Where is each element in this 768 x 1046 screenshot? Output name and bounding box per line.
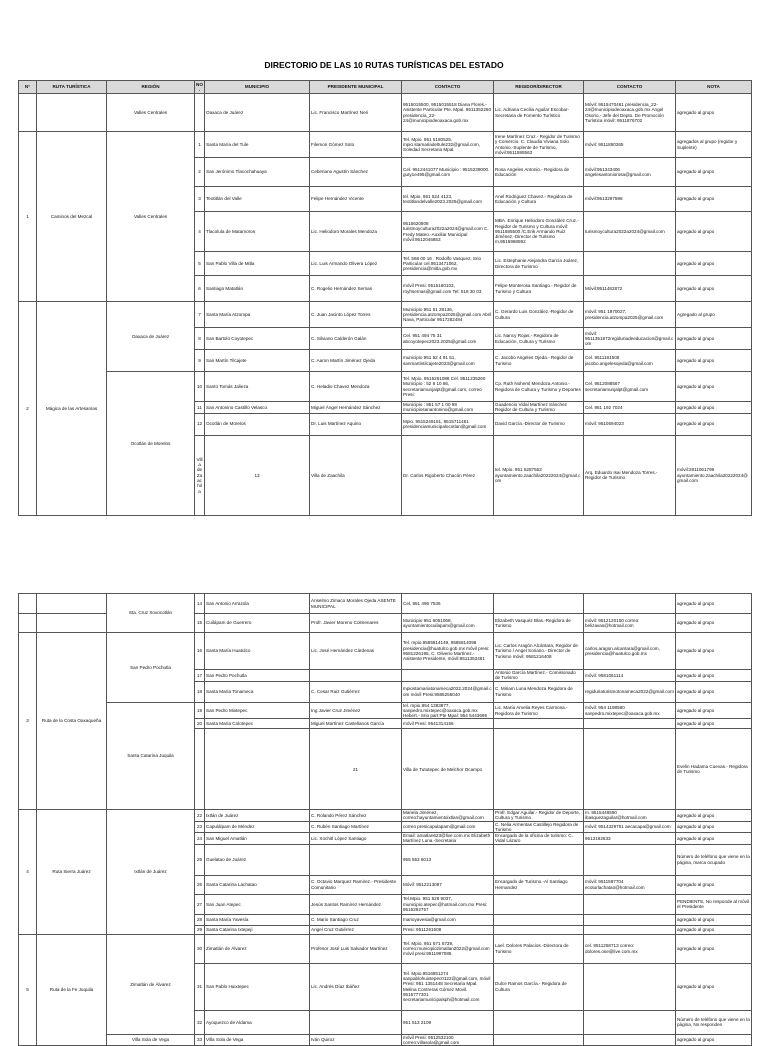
councilor-cell: Antonio García Martínez.- Comisionado de Turismo [494, 670, 584, 682]
contact-cell: mpiostamariatonameca2022.2024@gmail.com móvil Presi:9585256040 [402, 681, 494, 702]
table-row [19, 633, 752, 670]
councilor-cell: C. Nelia Armentas Castillejo Regidora de Turismo [494, 821, 584, 833]
councilor-contact-cell: móvil: 9581061114 [584, 670, 676, 682]
councilor-contact-cell [584, 925, 676, 934]
municipality-cell: Villa Sola de Vega [205, 1034, 310, 1046]
municipality-cell: San Pablo Huixtepec [205, 963, 310, 1010]
contact-cell: correo presicapulapam@gmail.com [402, 821, 494, 833]
note-cell: agregado al grupo [676, 702, 752, 719]
councilor-cell: C. Miriam Luna Mendoza Regidora de Turismo [494, 681, 584, 702]
councilor-contact-cell: móvil: 951 1970027, presidencia.atzompa2025@gmail.com [584, 302, 676, 328]
region-cell: Oaxaca de Juárez [107, 302, 195, 372]
header-region: REGIÓN [107, 81, 195, 94]
councilor-contact-cell [584, 1034, 676, 1046]
councilor-cell: Elizabeth Vasquéz Blas.-Regidora de Turismo [494, 614, 584, 633]
note-cell: agregado al grupo [676, 372, 752, 402]
municipality-cell: San Jerónimo Tlacochahuaya [205, 158, 310, 187]
councilor-contact-cell [584, 844, 676, 875]
municipality-cell: Ayoquezco de Aldama [205, 1010, 310, 1034]
councilor-cell: Irene Martínez Cruz.- Regidor de Turismo y Comercio. C. Claudia Viviana Solo Antonio.-Suplente de Turismo, móvil:9511595563 [494, 132, 584, 158]
contact-cell: marioyavesia@gmail.com [402, 914, 494, 925]
row-no: 5 [195, 252, 205, 276]
route-name: Ruta Sierra Juárez [37, 809, 107, 934]
councilor-contact-cell: 9513162633 [584, 833, 676, 845]
contact-cell: 951 513 2109 [402, 1010, 494, 1034]
row-no: 12 [195, 413, 205, 435]
councilor-cell [494, 1010, 584, 1034]
councilor-cell [494, 1034, 584, 1046]
table-row [19, 702, 752, 719]
municipality-cell: San Antonino Castillo Velasco [205, 402, 310, 414]
page-title: DIRECTORIO DE LAS 10 RUTAS TURÍSTICAS DEL ESTADO [264, 60, 504, 70]
contact-cell: móvil Presi: 9512532100 correo:villasola@gmail.com [402, 1034, 494, 1046]
municipality-cell: Zimatlán de Álvarez [205, 934, 310, 963]
row-no: 6 [195, 276, 205, 302]
councilor-contact-cell [584, 594, 676, 614]
contact-cell: Tel. Mpio. 9515261088 Cel. 9511235260 Municipio : 52 8 10 86, secretariamunjalpt@gmail.com, correo Presi: [402, 372, 494, 402]
contact-cell: tel. mpio.954 1383877, sanpedro.mixtepec@oaxaca.gob.mx Hebert.- Srio part Pte Mpal: 954 5443695 [402, 702, 494, 719]
municipality-cell: Santa Catarina Ixtepeji [205, 925, 310, 934]
municipality-cell: Santa María del Tule [205, 132, 310, 158]
row-no: 1 [195, 132, 205, 158]
contact-cell: Tel. 568 00 16 . Rodolfo Vasquez, Srio Particular cel.9513471062, presidencia@mitla.gob.mx [402, 252, 494, 276]
note-cell: agregados al grupo (regidor y Suplente) [676, 132, 752, 158]
row-no: 32 [195, 1010, 205, 1034]
region-cell: Villa Sola de Vega [107, 1034, 195, 1046]
municipality-cell: Santa María Atzompa [205, 302, 310, 328]
councilor-contact-cell: móvil: 9510594023 [584, 413, 676, 435]
note-cell: agregado al grupo [676, 187, 752, 212]
contact-cell: Tel. Mpio. 951 5180525, mpio.stamariadeltule232@gmail.com, Soledad Secretaria Mpal. [402, 132, 494, 158]
president-cell: Iván Quiroz [310, 1034, 402, 1046]
councilor-cell: Lic. Estephanie Alejandra García Juárez, Directora de Turismo [494, 252, 584, 276]
route-name: Ruta de la Costa Oaxaqueña [37, 633, 107, 810]
president-cell: C. Mario Santiago Cruz [310, 914, 402, 925]
row-no: 33 [195, 1034, 205, 1046]
region-cell: Sta. Cruz Xoxocotlán [107, 594, 195, 633]
councilor-contact-cell: móvil:2811061799 ayuntamiento.zaachila20222024@gmail.com [676, 435, 752, 515]
president-cell: Lic. Xochitl López Santiago [310, 833, 402, 845]
row-no: 31 [195, 963, 205, 1010]
contact-cell: Tel.Mpio. 951 526 9037, municipio.atepec@hotmail.com.mx Presi: 9515292757 [402, 894, 494, 914]
contact-cell: móvil Presi: 9541314156 [402, 719, 494, 729]
note-cell: agregado al grupo [676, 963, 752, 1010]
president-cell: C. Octavio Marquez Ramirez.- Presidente Comunitario [310, 875, 402, 894]
president-cell: Dr. Luis Martínez Aquino [310, 413, 402, 435]
councilor-cell [494, 844, 584, 875]
president-cell: Lic. Luis Armando Olivera López [310, 252, 402, 276]
route-name: Ruta de la Fe Juquila [37, 934, 107, 1046]
councilor-contact-cell: turismoycultura2022a2024@gmail.com [584, 212, 676, 252]
president-cell: Lic. Heliodoro Morales Mendoza [310, 212, 402, 252]
president-cell: Ing Javier Cruz Jiménez [310, 702, 402, 719]
row-no: 20 [195, 719, 205, 729]
councilor-cell: Lic. Adriana Cecilia Aguilar Escobar- Secretaria de Fomento Turístico [494, 94, 584, 132]
row-no: 10 [195, 372, 205, 402]
councilor-cell: Arq. Eduardo Isai Mendoza Torres.- Regidor de Turismo [584, 435, 676, 515]
row-no: 13 [205, 435, 310, 515]
president-cell [494, 729, 584, 809]
municipality-cell: Santa Catarina Lachatao [205, 875, 310, 894]
directory-table-page-2 [18, 593, 752, 1046]
table-header-row [19, 81, 752, 94]
row-no: 24 [195, 833, 205, 845]
councilor-contact-cell: Cel. 951 192 7024 [584, 402, 676, 414]
councilor-contact-cell: móvil: 9511850265 [584, 132, 676, 158]
councilor-contact-cell: móvil:951343406 angelesantoniorosa@gmail.com [584, 158, 676, 187]
contact-cell: tel. Mpio. 951 5287553 ayuntamiento.zaachila20222024@gmail.com [494, 435, 584, 515]
councilor-contact-cell [584, 1010, 676, 1034]
councilor-cell [494, 925, 584, 934]
contact-cell: 9515015500, 9515015518 Diana Flores.-Asistente Particular Pte. Mpal. 9511352260 presidencia_22-24@municipiodeoaxaca.gob.mx [402, 94, 494, 132]
region-cell: Valles Centrales [107, 94, 195, 132]
municipality-cell: Villa de Zaachila [310, 435, 402, 515]
note-cell: agregado al grupo [676, 614, 752, 633]
contact-cell: Cel. 951 494 75 31 abcoyotepec2023.2025@gmail.com [402, 328, 494, 350]
note-cell: agregado al grupo [676, 719, 752, 729]
president-cell: Miguel Martínez Castellanos García [310, 719, 402, 729]
municipality-cell: Tlacolula de Matamoros [205, 212, 310, 252]
row-no: 17 [195, 670, 205, 682]
councilor-cell [494, 719, 584, 729]
president-cell [310, 1010, 402, 1034]
row-no: 26 [195, 875, 205, 894]
contact-cell: Mpio. 9515249151, 9515711461 presidenciamunicipalocotlan@gmail.com [402, 413, 494, 435]
row-no: 19 [195, 702, 205, 719]
note-cell: Número de teléfono que viene en la página, marca ocupado [676, 844, 752, 875]
row-no: 9 [195, 350, 205, 372]
contact-cell [402, 670, 494, 682]
councilor-contact-cell: móvil: 954 1198580 sanpedro.mixtepec@oaxaca.gob.mx [584, 702, 676, 719]
municipality-cell: San Pablo Villa de Mitla [205, 252, 310, 276]
municipality-cell: Santa María Huatulco [205, 633, 310, 670]
row-no: 27 [195, 894, 205, 914]
note-cell: Agregado al grupo [676, 302, 752, 328]
municipality-cell: San Bartolo Coyotepec [205, 328, 310, 350]
row-no: 21 [310, 729, 402, 809]
president-cell: C. Rubén Santiago Martínez [310, 821, 402, 833]
note-cell: agregado al grupo [676, 681, 752, 702]
contact-cell: 9515620808 turismoycultura2022a2024@gmail.com C. Fredy Mateo.-Auxiliar Municipal móvil:9512046853 [402, 212, 494, 252]
route-number: 3 [19, 633, 37, 810]
row-no: 8 [195, 328, 205, 350]
region-cell: Santa Catarina Juquila [107, 702, 195, 809]
councilor-cell: Lael. Dolores Palacios.-Directora de Turismo [494, 934, 584, 963]
note-cell: agregado al grupo [676, 670, 752, 682]
header-note: NOTA [676, 81, 752, 94]
row-no: 11 [195, 402, 205, 414]
contact-cell: Municipio 951 6051068, ayuntamientocuilapam@gmail.com [402, 614, 494, 633]
row-no: 29 [195, 925, 205, 934]
municipality-cell: Capulálpam de Méndez [205, 821, 310, 833]
councilor-cell: Lic. Nancy Rojas.- Regidora de Educación, Cultura y Turismo [494, 328, 584, 350]
note-cell: agregado al grupo [676, 158, 752, 187]
president-cell: C. Cesar Ruiz Gutiérrez [310, 681, 402, 702]
contact-cell: Email: amatlan623@live.com.mx Elizabeth Martínez Luna.-Secretaria [402, 833, 494, 845]
note-cell: agregado al grupo [676, 252, 752, 276]
row-no: 22 [195, 809, 205, 821]
councilor-contact-cell [584, 252, 676, 276]
municipality-cell: Santa María Yavesía [205, 914, 310, 925]
municipality-cell: Ixtlán de Juárez [205, 809, 310, 821]
route-number: 5 [19, 934, 37, 1046]
councilor-cell: Profr. Edgar Aguilar.- Regidor de Deporte, Cultura y Turismo [494, 809, 584, 821]
councilor-cell [494, 894, 584, 914]
row-no: 3 [195, 187, 205, 212]
table-row [19, 809, 752, 821]
row-no: 7 [195, 302, 205, 328]
row-no: 28 [195, 914, 205, 925]
municipality-cell: San Antonio Arrazola [205, 594, 310, 614]
councilor-cell: Lic. María Amelia Reyes Carmona.- Regidora de Turismo [494, 702, 584, 719]
councilor-contact-cell: Cel. 9512088567 secretariamunjalpt@gmail.com [584, 372, 676, 402]
councilor-cell: Anel Rodriguez Chavez.- Regidora de Educación y Cultura [494, 187, 584, 212]
municipality-cell: San Pedro Pochutla [205, 670, 310, 682]
municipality-cell: Guelatao de Juárez [205, 844, 310, 875]
row-no: 16 [195, 633, 205, 670]
councilor-contact-cell: móvil: 9512120100 correo: belizavas@hotmail.com [584, 614, 676, 633]
note-cell: agregado al grupo [676, 925, 752, 934]
row-no: 14 [195, 594, 205, 614]
table-row [19, 1034, 752, 1046]
table-row [19, 934, 752, 963]
note-cell: agregado al grupo [676, 914, 752, 925]
contact-cell: Cel. 9512441077 Municipio : 9515239000. guty1e495@gmail.com [402, 158, 494, 187]
contact-cell: Cel. 951 496 7536 [402, 594, 494, 614]
row-no: 4 [195, 212, 205, 252]
president-cell: Profr. Javier Moreno Colmenares [310, 614, 402, 633]
municipality-cell: San Juan Atepec [205, 894, 310, 914]
councilor-cell: C. Gerardo Luis González.-Regidor de Cultura [494, 302, 584, 328]
president-cell: Angel Cruz Gutiérrez [310, 925, 402, 934]
president-cell: Lic. Francisco Martínez Neri [310, 94, 402, 132]
councilor-contact-cell [584, 963, 676, 1010]
region-cell: Villa de Zaachila [195, 435, 205, 515]
councilor-cell: Lic. Carlos Aragón Alcántara, Regidor de Turismo / Angel Soriano.- Director de Turismo móvil: 9581216408 [494, 633, 584, 670]
region-cell: Ocotlán de Morelos [107, 372, 195, 516]
municipality-cell: Villa de Tututepec de Melchor Ocampo [402, 729, 494, 809]
note-cell: agregado al grupo [676, 934, 752, 963]
councilor-contact-cell: Móvil:9511482872 [584, 276, 676, 302]
municipality-cell: Santa María Tonameca [205, 681, 310, 702]
councilor-cell: MBA. Enrique Heliodoro González Cruz.- Regidor de Turismo y Cultura móvil: 9511685500 /C.Erik Armando Ruiz Jiménez.-Director de Turismo m.9515968592 [494, 212, 584, 252]
municipality-cell: Oaxaca de Juárez [205, 94, 310, 132]
councilor-cell: Evelin Hadama Cuevas.- Regidora de Turismo [676, 729, 752, 809]
table-row [19, 94, 752, 132]
route-number: 1 [19, 132, 37, 302]
note-cell: agregado al grupo [676, 350, 752, 372]
councilor-cell [494, 914, 584, 925]
note-cell: agregado al grupo [676, 212, 752, 252]
president-cell: Profesor José Luis Salvador Martínez [310, 934, 402, 963]
contact-cell: móvil Presi: 9515160103, royhsernas@gmail.com Tel: 518 30 03 [402, 276, 494, 302]
councilor-cell: Dulce Ramos García.- Regidora de Cultura [494, 963, 584, 1010]
councilor-contact-cell: cel. 9511258713 correo: dolores.ose@live.com.mx [584, 934, 676, 963]
councilor-contact-cell: regiduriaturismotonameca2022@gmail.com [584, 681, 676, 702]
contact-cell: 955 553 6013 [402, 844, 494, 875]
president-cell: C. Heladio Chavez Mendoza [310, 372, 402, 402]
contact-cell: Presi: 9511261508 [402, 925, 494, 934]
municipality-cell: Santa María Colotepec [205, 719, 310, 729]
region-cell: San Pedro Pochutla [107, 633, 195, 703]
contact-cell: tel. Mpio. 951 524 4123, teotitlandelvalle2023.2025@gmail.com [402, 187, 494, 212]
row-no: 23 [195, 821, 205, 833]
contact-cell: Manela Jiménez, correo:hayuntamientoixtlan@gmail.com [402, 809, 494, 821]
councilor-contact-cell: Cel. 9511181508 jacobo.angelesojeda@gmail.com [584, 350, 676, 372]
councilor-contact-cell: móvil:9513297598 [584, 187, 676, 212]
note-cell: agregado al grupo [676, 633, 752, 670]
president-cell [310, 670, 402, 682]
note-cell: agregado al grupo [676, 328, 752, 350]
note-cell: agregado al grupo [676, 833, 752, 845]
header-president: PRESIDENTE MUNICIPAL [310, 81, 402, 94]
president-cell: Felipe Hernández Vicente [310, 187, 402, 212]
route-name: Mágica de las Artesanías [37, 302, 107, 516]
municipality-cell: San Martín Tilcajete [205, 350, 310, 372]
note-cell: agregado al grupo [676, 1034, 752, 1046]
president-cell: Lic. Andrés Díaz Ibáñez [310, 963, 402, 1010]
directory-table-page-1 [18, 80, 752, 516]
region-cell: Zimatlán de Álvarez [107, 934, 195, 1034]
president-cell: Filemon Gómez Soto [310, 132, 402, 158]
president-cell: C. Rogelio Hernández Sernas [310, 276, 402, 302]
note-cell: agregado al grupo [676, 413, 752, 435]
note-cell: agregado al grupo [676, 594, 752, 614]
header-councilor: REGIDOR/DIRECTOR [494, 81, 584, 94]
councilor-cell: Encargado de la oficina de turismo: C. Vidal Lázaro [494, 833, 584, 845]
councilor-cell: Cp. Ruth Noheml Mendoza Antonio.- Regidora de Cultura y Turismo y Deportes [494, 372, 584, 402]
contact-cell [584, 729, 676, 809]
header-contact-2: CONTACTO [584, 81, 676, 94]
note-cell: agregado al grupo [676, 809, 752, 821]
municipality-cell: Santiago Matatlán [205, 276, 310, 302]
note-cell: agregado al grupo [676, 821, 752, 833]
contact-cell: municipio 951 52 4 91 51, sanmartintilcajete2023@gmail.com [402, 350, 494, 372]
president-cell: Jesús Santos Ramírez Hernández [310, 894, 402, 914]
note-cell: PENDIENTE, No responde al móvil el Presidente [676, 894, 752, 914]
note-cell: agregado al grupo [676, 402, 752, 414]
table-row [19, 372, 752, 402]
region-cell: Valles Centrales [107, 132, 195, 302]
councilor-cell: Felipe Monterosa Santiago.- Regidor de Turismo y Cultura [494, 276, 584, 302]
municipality-cell: Santo Tomás Jalieza [205, 372, 310, 402]
header-n: N° [19, 81, 37, 94]
municipality-cell: Teotitlán del Valle [205, 187, 310, 212]
header-contact: CONTACTO [402, 81, 494, 94]
municipality-cell: San Pedro Mixtepec [205, 702, 310, 719]
councilor-contact-cell [584, 719, 676, 729]
president-cell: C. Aaron Martín Jiménez Ojeda [310, 350, 402, 372]
municipality-cell: Ocotlán de Morelos [205, 413, 310, 435]
president-cell: Lic. José Hernández Cárdenas [310, 633, 402, 670]
councilor-contact-cell: móvil: 9511597704 ecoturlachatao@hotmail.com [584, 875, 676, 894]
municipality-cell: San Miguel Amatlán [205, 833, 310, 845]
municipality-cell: Cuilápam de Guerrero [205, 614, 310, 633]
councilor-cell [494, 594, 584, 614]
row-no: 15 [195, 614, 205, 633]
row-no: 18 [195, 681, 205, 702]
president-cell: Anselmo Zimaco Morales Ojeda ASENTE MUNICIPAL [310, 594, 402, 614]
contact-cell: Móvil: 9512213087 [402, 875, 494, 894]
councilor-contact-cell: carlos.aragon.alcantara@gmail.com, presidencia@huatulco.gob.mx [584, 633, 676, 670]
councilor-contact-cell [584, 914, 676, 925]
header-route: RUTA TURÍSTICA [37, 81, 107, 94]
route-number: 2 [19, 302, 37, 516]
contact-cell: Municipio : 951 57 1 00 98 municipiosanantonino@gmail.com [402, 402, 494, 414]
councilor-cell: David García.-Director de Turismo [494, 413, 584, 435]
councilor-contact-cell: m. 9515446590 ibasquezaguilar@hotmail.com [584, 809, 676, 821]
councilor-contact-cell: móvil: 9514329751 aecacapa@gmail.com [584, 821, 676, 833]
row-no [195, 94, 205, 132]
row-no: 30 [195, 934, 205, 963]
president-cell: C. Rolando Pérez Sánchez [310, 809, 402, 821]
header-municipality: MUNICIPIO [205, 81, 310, 94]
president-cell: Miguel Ángel Hernández Sánchez [310, 402, 402, 414]
councilor-contact-cell: Móvil: 9515470461 presidencia_22-24@municipiodeoaxaca.gob.mx Angel Osorio.- Jefe del Depto. De Promoción Turística móvil: 9511876702 [584, 94, 676, 132]
table-row [19, 302, 752, 328]
table-row [19, 594, 752, 614]
president-cell: C. Silviano Calderón Galán [310, 328, 402, 350]
row-no: 25 [195, 844, 205, 875]
president-cell: C. Juan Jacinto López Torres [310, 302, 402, 328]
contact-cell: Tel. mpio.9585814149, 9585814098 presidencia@huatulco.gob.mx móvil presi: 9581226195, C. Oliverio Martínez.-Asistente Presidente, móvil:9511353461 [402, 633, 494, 670]
councilor-contact-cell: móvil: 9511351872regiduriadeeducacion@gmail.com [584, 328, 676, 350]
councilor-cell: Encargado de Turismo.-Al Santiago Hernandez [494, 875, 584, 894]
note-cell: agregado al grupo [676, 875, 752, 894]
row-no: 2 [195, 158, 205, 187]
councilor-cell: Rosa Angeles Antonio.- Regidora de Educación [494, 158, 584, 187]
note-cell: agregado al grupo [676, 94, 752, 132]
note-cell: agregado al grupo [676, 276, 752, 302]
president-cell: Dr. Carlos Rigoberto Chacón Pérez [402, 435, 494, 515]
route-number: 4 [19, 809, 37, 934]
table-row [19, 132, 752, 158]
note-cell: Número de teléfono que viene en la página, No responden [676, 1010, 752, 1034]
route-name: Caminos del Mezcal [37, 132, 107, 302]
region-cell: Ixtlán de Juárez [107, 809, 195, 934]
contact-cell: Tel. Mpio.9516851274 sanpablohuixtepec0122@gmail.com, móvil Presi: 951 1351448 Secretaria Mpal. Melina Contreras Gómez Movil. 9515777301 secretariamunicipalsph@hotmail.com [402, 963, 494, 1010]
contact-cell: Tel. Mpio. 951 571 5739, correo:municipiozimatlan2022@gmail.com móvil presi:9511997085 [402, 934, 494, 963]
councilor-cell: Guadencio Vidal Martínez Sánchez Regidor de Cultura y Turismo [494, 402, 584, 414]
contact-cell: Municipio 951 51 28136, presidencia.atzompa2025@gmail.com Abril Nava, Particular 9517282484 [402, 302, 494, 328]
president-cell [310, 844, 402, 875]
header-no: NO. [196, 81, 203, 92]
president-cell: Ceberiano Agustín Sánchez [310, 158, 402, 187]
councilor-cell: C. Jacobo Angeles Ojeda.- Regidor de Turismo [494, 350, 584, 372]
councilor-contact-cell [584, 894, 676, 914]
